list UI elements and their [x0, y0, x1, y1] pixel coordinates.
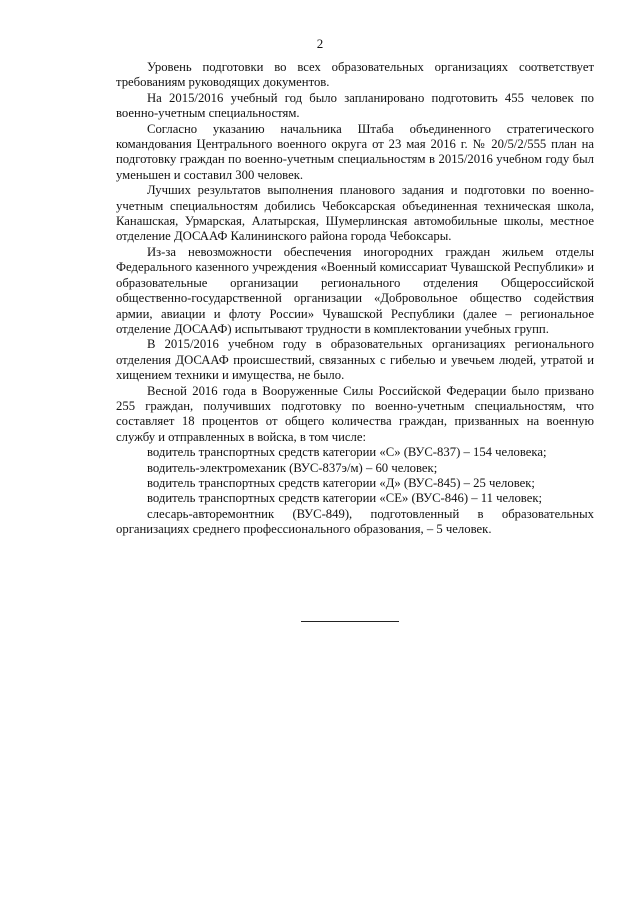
paragraph: Лучших результатов выполнения планового задания и подготовки по военно-учетным специальностям добились Чебоксарская объединенная техническая школа, Канашская, Урмарская, Алатырская, Шумерлинская автомобильные школы, местное отделение ДОСААФ Калининского района города Чебоксары.: [116, 183, 594, 244]
paragraph: Уровень подготовки во всех образовательных организациях соответствует требованиям руководящих документов.: [116, 60, 594, 90]
list-item: водитель транспортных средств категории «С» (ВУС-837) – 154 человека;: [147, 445, 547, 460]
list-item: водитель транспортных средств категории «СЕ» (ВУС-846) – 11 человек;: [147, 491, 543, 506]
list-item: водитель-электромеханик (ВУС-837э/м) – 60 человек;: [147, 460, 438, 475]
paragraph: Весной 2016 года в Вооруженные Силы Российской Федерации было призвано 255 граждан, получивших подготовку по военно-учетным специальностям, что составляет 18 процентов от общего количества граждан, призванных на военную службу и отправленных в войска, в том числе:: [116, 383, 594, 444]
paragraph: На 2015/2016 учебный год было запланировано подготовить 455 человек по военно-учетным специальностям.: [116, 90, 594, 121]
paragraph: Согласно указанию начальника Штаба объединенного стратегического командования Центрального военного округа от 23 мая 2016 г. № 20/5/2/555 план на подготовку граждан по военно-учетным специальностям в 2015/2016 учебном году был уменьшен и составил 300 человек.: [116, 121, 594, 182]
paragraph: Из-за невозможности обеспечения иногородних граждан жильем отделы Федерального казенного учреждения «Военный комиссариат Чувашской Республики» и образовательные организации регионального отделения Общероссийской общественно-государственной организации «Добровольное общество содействия армии, авиации и флоту России» Чувашской Республики (далее – региональное отделение ДОСААФ) испытывают трудности в комплектовании учебных групп.: [116, 244, 594, 336]
page-number: 2: [316, 36, 324, 51]
end-divider-line: [301, 621, 399, 622]
list-item: слесарь-авторемонтник (ВУС-849), подготовленный в образовательных организациях среднего профессионального образования, – 5 человек.: [116, 506, 594, 537]
paragraph: В 2015/2016 учебном году в образовательных организациях регионального отделения ДОСААФ происшествий, связанных с гибелью и увечьем людей, утратой и хищением техники и имущества, не было.: [116, 337, 594, 383]
document-body: [116, 60, 594, 538]
list-item: водитель транспортных средств категории «Д» (ВУС-845) – 25 человек;: [147, 475, 535, 490]
